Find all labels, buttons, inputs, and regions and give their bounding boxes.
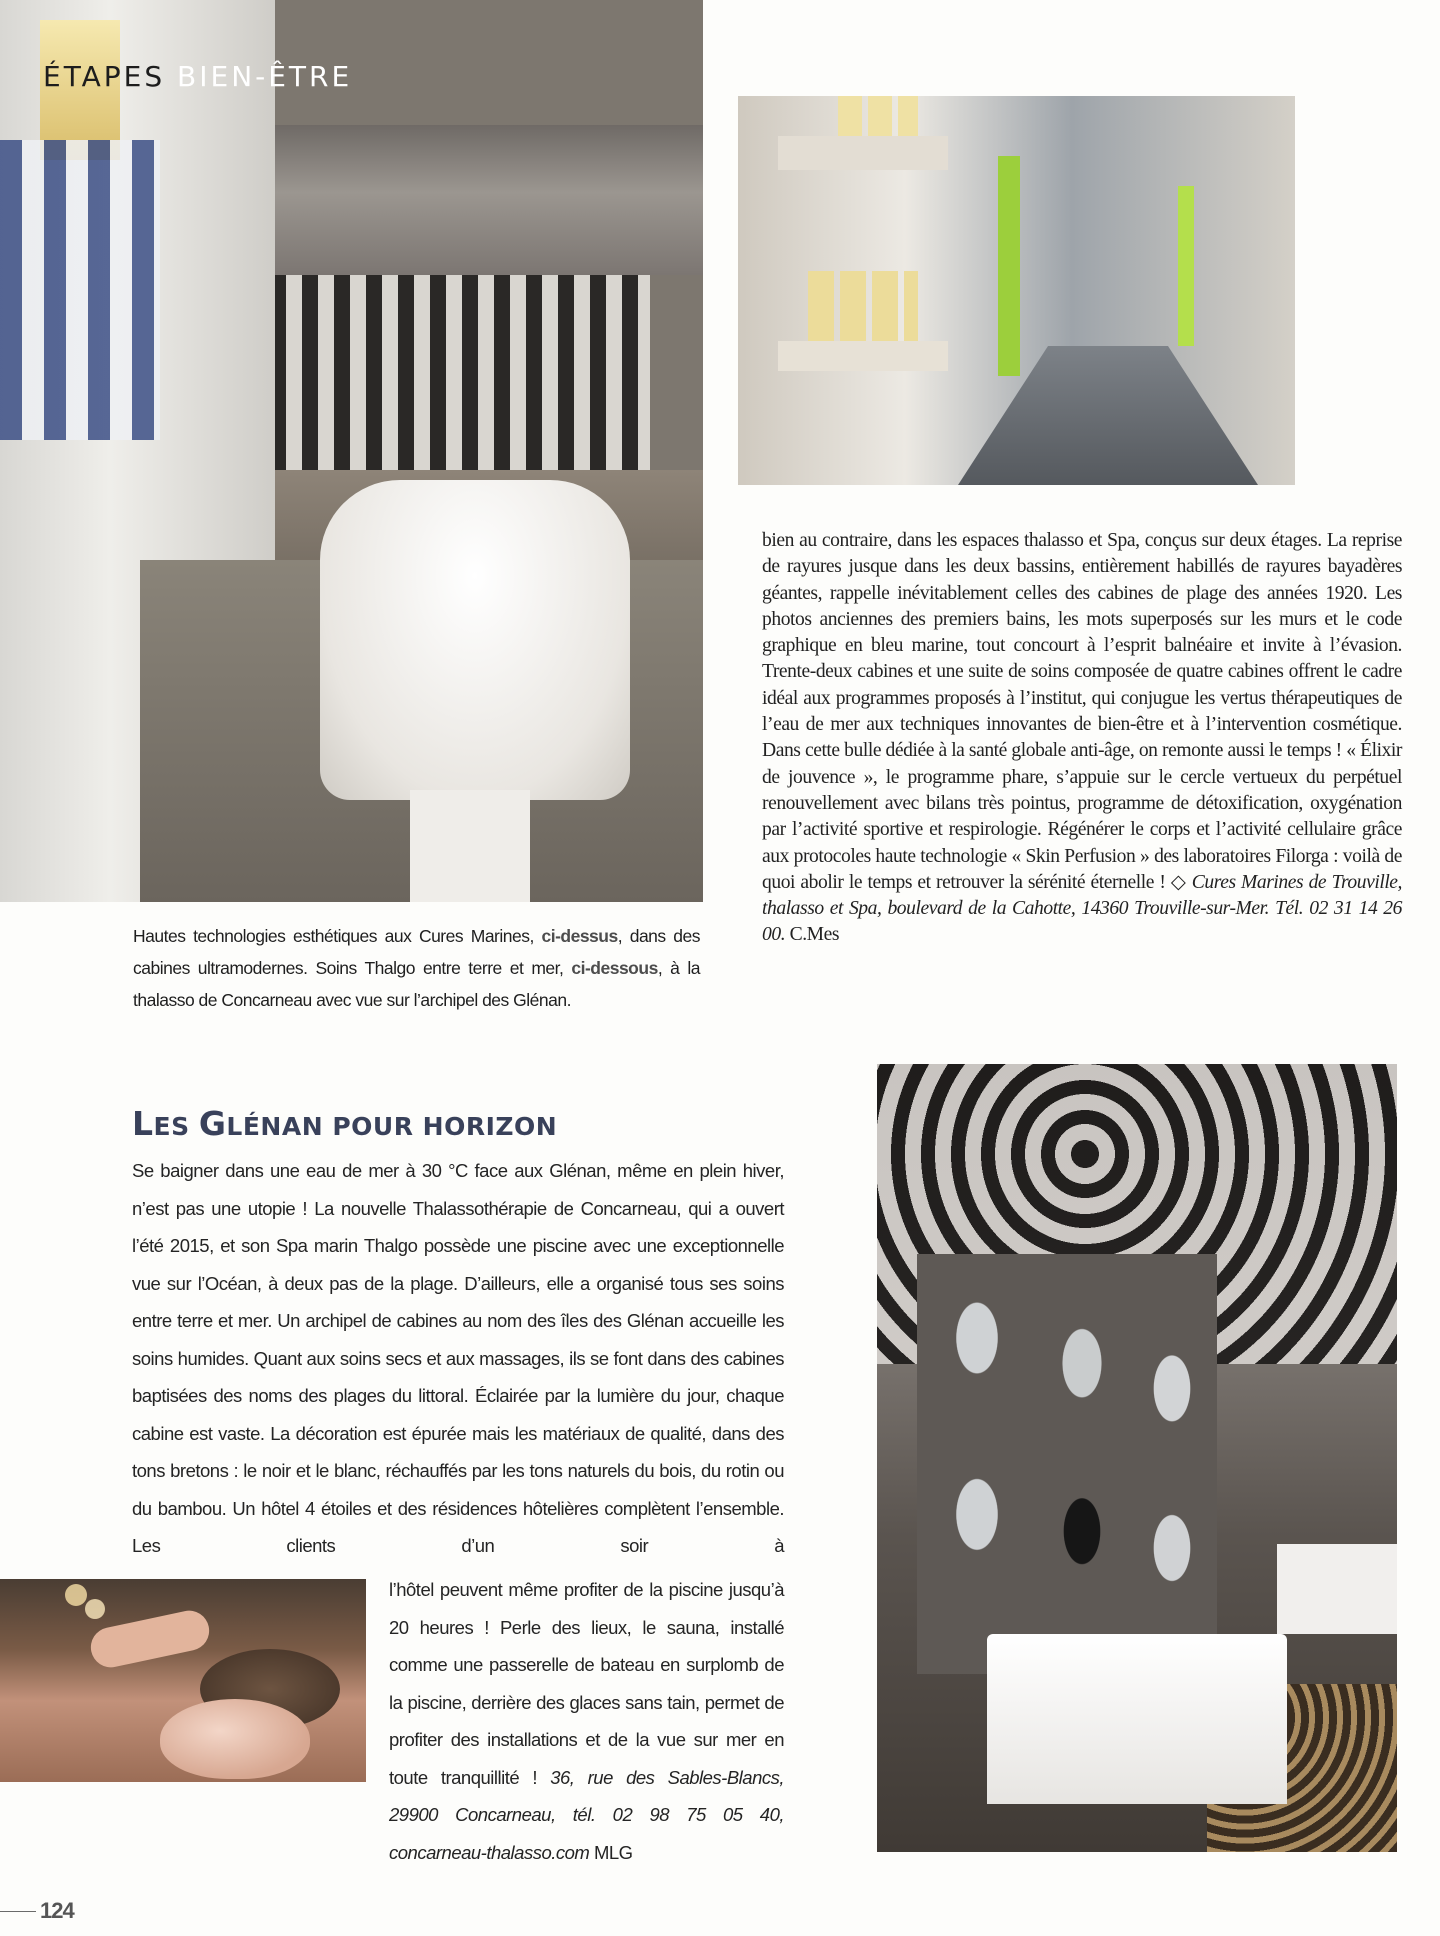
glenan-body-bottom — [389, 1571, 784, 1871]
photo-mural-sky — [275, 125, 703, 275]
photo-massage-table — [320, 480, 630, 800]
headline-text: ES — [153, 1112, 199, 1141]
photo-caption — [133, 920, 700, 1016]
article-body-text: bien au contraire, dans les espaces thalasso et Spa, conçus sur deux étages. La reprise de rayures jusque dans les deux bassins, entièrement habillés de rayures bayadères géantes, rappelle inévitablement celles des cabines de plage des années 1920. Les photos anciennes des premiers bains, les mots superposés sur les murs et le code graphique en bleu marine, tout concourt à l’esprit balnéaire et invite à l’évasion. Trente-deux cabines et une suite de soins composée de quatre cabines offrent le cadre idéal aux programmes proposés à l’institut, qui conjugue les vertus thérapeutiques de l’eau de mer aux techniques innovantes de bien-être et à l’intervention cosmétique. Dans cette bulle dédiée à la santé globale anti-âge, on remonte aussi le temps ! « Élixir de jouvence », le programme phare, s’appuie sur le cercle vertueux du perpétuel renouvellement avec bilans très pointus, programme de détoxification, oxygénation par l’activité sportive et respirologie. Régénérer le corps et l’activité cellulaire grâce aux protocoles haute technologie « Skin Perfusion » des laboratoires Filorga : voilà de quoi abolir le temps et retrouver la sérénité éternelle ! — [762, 530, 1402, 893]
section-kicker — [43, 60, 352, 93]
glenan-body-bottom-text — [389, 1571, 784, 1871]
caption-text: Hautes technologies esthétiques aux Cures Marines, — [133, 926, 542, 946]
article-body-text: Se baigner dans une eau de mer à 30 °C face aux Glénan, même en plein hiver, n’est pas une utopie ! La nouvelle Thalassothérapie de Concarneau, qui a ouvert l’été 2015, et son Spa marin Thalgo possède une piscine avec une exceptionnelle vue sur l’Océan, à deux pas de la plage. D’ailleurs, elle a organisé tous ses soins entre terre et mer. Un archipel de cabines au nom des îles des Glénan accueille les soins humides. Quant aux soins secs et aux massages, ils se font dans des cabines baptisées des noms des plages du littoral. Éclairée par la lumière du jour, chaque cabine est vaste. La décoration est épurée mais les matériaux de qualité, dans des tons bretons : le noir et le blanc, réchauffés par les tons naturels du bois, du rotin ou du bambou. Un hôtel 4 étoiles et des résidences hôtelières complètent l’ensemble. Les clients d’un soir à — [132, 1160, 784, 1556]
photo-ledge — [778, 136, 948, 170]
author-initials: MLG — [589, 1841, 633, 1863]
trouville-article — [762, 528, 1402, 949]
photo-bokeh — [65, 1584, 87, 1606]
photo-massage-cabin — [0, 0, 703, 902]
photo-massage — [0, 1579, 366, 1782]
trouville-address: Cures Marines de Trouville, thalasso et Spa, boulevard de la Cahotte, 14360 Trouville-sur-Mer. Tél. 02 31 14 26 00. — [762, 871, 1403, 946]
page-folio — [0, 1898, 74, 1924]
headline-text: LÉNAN POUR HORIZON — [226, 1112, 558, 1141]
glenan-address: 36, rue des Sables-Blancs, 29900 Concarneau, tél. 02 98 75 05 40, concarneau-thalasso.com — [389, 1766, 784, 1863]
section-headline — [132, 1104, 557, 1143]
caption-text: , à la thalasso de Concarneau avec vue sur l’archipel des Glénan. — [133, 958, 700, 1010]
article-body-text: l’hôtel peuvent même profiter de la piscine jusqu’à 20 heures ! Perle des lieux, le sauna, installé comme une passerelle de bateau en surplomb de la piscine, derrière des glaces sans tain, permet de profiter des installations et de la vue sur mer en toute tranquillité ! — [389, 1579, 784, 1788]
photo-table-white — [987, 1634, 1287, 1804]
photo-green-wall-far — [1178, 186, 1194, 346]
photo-face — [160, 1699, 310, 1779]
photo-candles-lower — [808, 271, 918, 341]
photo-candles — [838, 96, 918, 136]
photo-green-wall — [998, 156, 1020, 376]
diamond-separator-icon: ◇ — [1170, 871, 1187, 893]
headline-initial: L — [132, 1104, 154, 1143]
glenan-body-top — [132, 1152, 784, 1565]
photo-table-base — [410, 790, 530, 902]
folio-rule — [0, 1911, 36, 1912]
trouville-body — [762, 528, 1402, 949]
kicker-part1: ÉTAPES — [43, 60, 166, 93]
photo-window — [0, 140, 160, 440]
headline-initial: G — [198, 1104, 227, 1143]
caption-ref-below: ci-dessous — [571, 958, 658, 978]
page-number: 124 — [40, 1898, 74, 1923]
photo-bokeh — [85, 1599, 105, 1619]
photo-table-far — [1277, 1544, 1397, 1634]
caption-ref-above: ci-dessus — [541, 926, 618, 946]
kicker-part2: BIEN-ÊTRE — [177, 60, 353, 93]
author-initials: C.Mes — [785, 924, 840, 946]
photo-restaurant — [877, 1064, 1397, 1852]
photo-hexagon-screen — [917, 1254, 1217, 1674]
photo-ledge-lower — [778, 341, 948, 371]
photo-hand — [87, 1607, 213, 1671]
caption-text: , dans des cabines ultramodernes. Soins Thalgo entre terre et mer, — [133, 926, 700, 978]
photo-spa-corridor — [738, 96, 1295, 485]
